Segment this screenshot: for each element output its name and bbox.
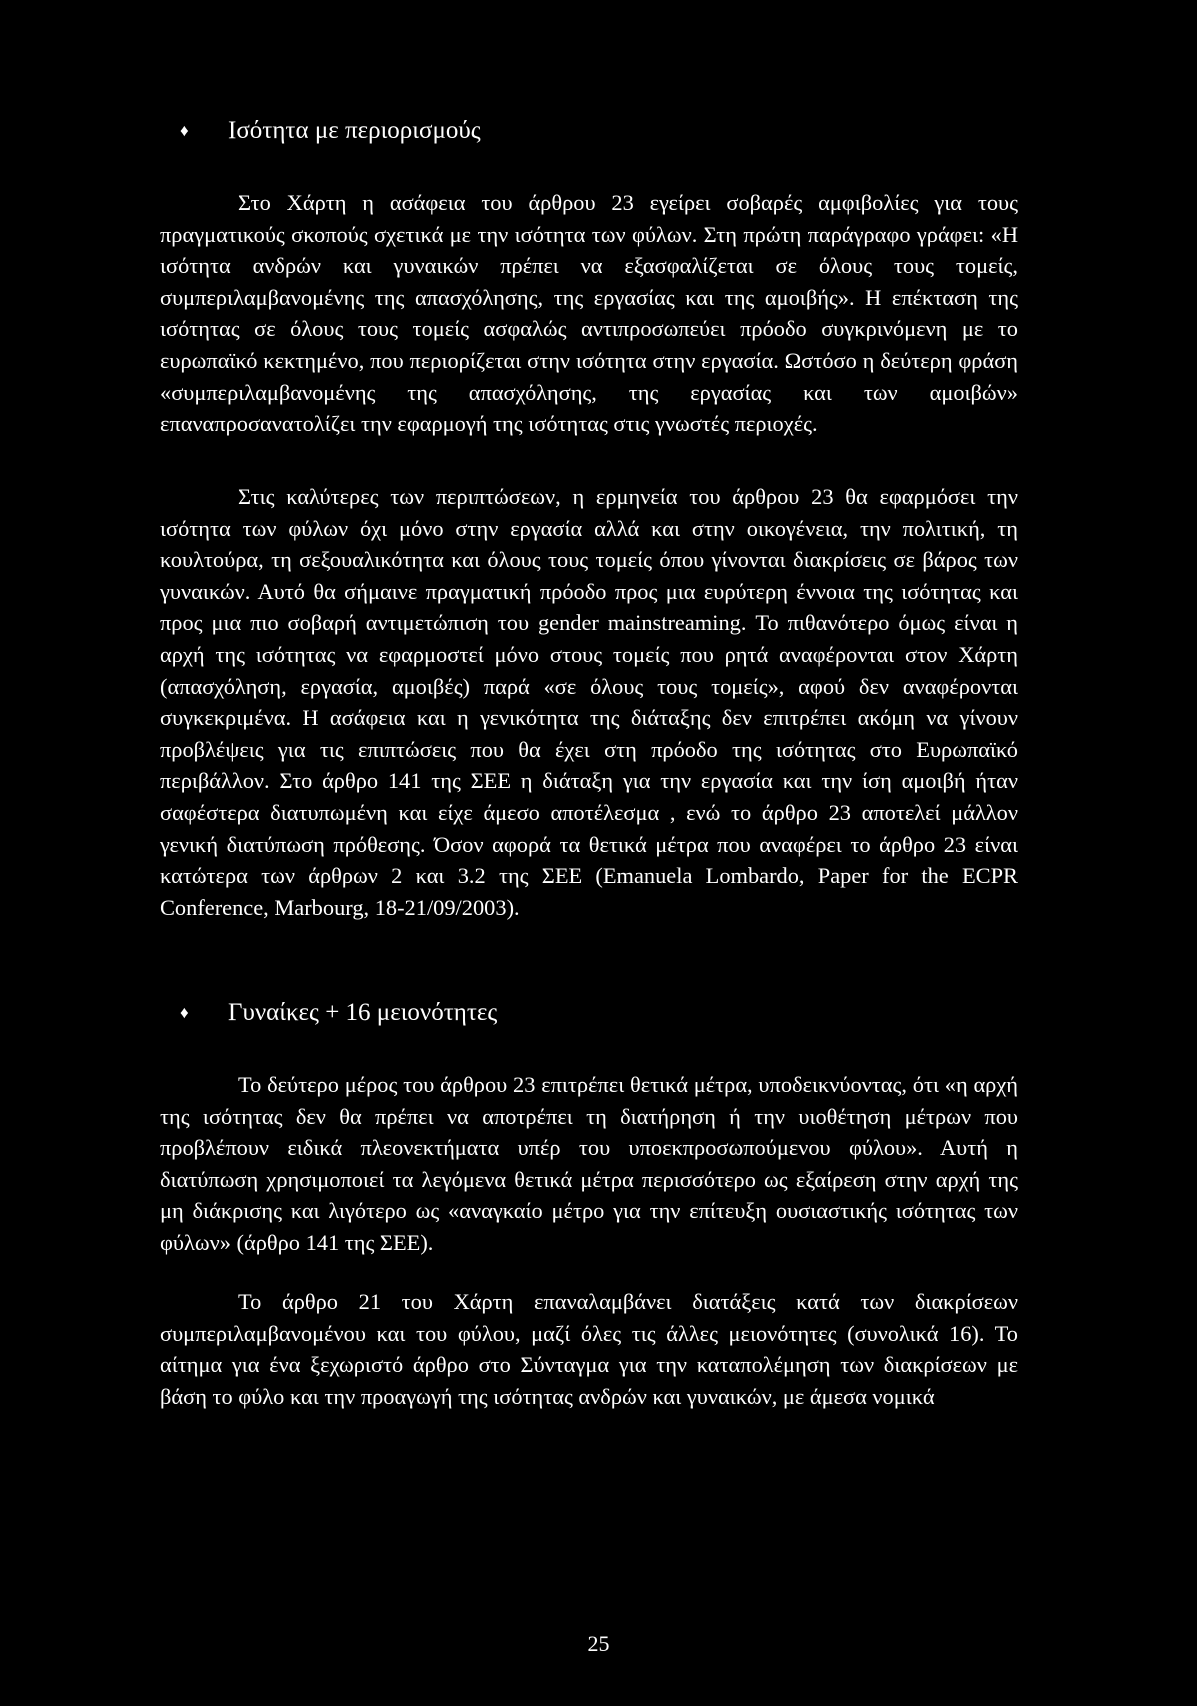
section-heading [180, 997, 497, 1029]
section-heading-text: Ισότητα με περιορισμούς [228, 117, 481, 144]
section-heading-text: Γυναίκες + 16 μειονότητες [228, 999, 498, 1026]
section-heading [180, 115, 481, 147]
diamond-bullet-icon: ♦ [180, 121, 189, 140]
body-paragraph: Το δεύτερο μέρος του άρθρου 23 επιτρέπει θετικά μέτρα, υποδεικνύοντας, ότι «η αρχή της ισότητας δεν θα πρέπει να αποτρέπει τη διατήρηση ή την υιοθέτηση μέτρων που προβλέπουν ειδικά πλεονεκτήματα υπέρ του υποεκπροσωπούμενου φύλου». Αυτή η διατύπωση χρησιμοποιεί τα λεγόμενα θετικά μέτρα περισσότερο ως εξαίρεση στην αρχή της μη διάκρισης και λιγότερο ως «αναγκαίο μέτρο για την επίτευξη ουσιαστικής ισότητας των φύλων» (άρθρο 141 της ΣΕΕ). [160, 1072, 1018, 1255]
body-paragraph: Στο Χάρτη η ασάφεια του άρθρου 23 εγείρει σοβαρές αμφιβολίες για τους πραγματικούς σκοπούς σχετικά με την ισότητα των φύλων. Στη πρώτη παράγραφο γράφει: «Η ισότητα ανδρών και γυναικών πρέπει να εξασφαλίζεται σε όλους τους τομείς, συμπεριλαμβανομένης της απασχόλησης, της εργασίας και της αμοιβής». Η επέκταση της ισότητας σε όλους τους τομείς ασφαλώς αντιπροσωπεύει πρόοδο συγκρινόμενη με το ευρωπαϊκό κεκτημένο, που περιορίζεται στην ισότητα στην εργασία. Ωστόσο η δεύτερη φράση «συμπεριλαμβανομένης της απασχόλησης, της εργασίας και των αμοιβών» επαναπροσανατολίζει την εφαρμογή της ισότητας στις γνωστές περιοχές. [160, 190, 1018, 437]
diamond-bullet-icon: ♦ [180, 1003, 189, 1022]
page-number: 25 [587, 1631, 610, 1656]
body-paragraph: Το άρθρο 21 του Χάρτη επαναλαμβάνει διατάξεις κατά των διακρίσεων συμπεριλαμβανομένου και του φύλου, μαζί όλες τις άλλες μειονότητες (συνολικά 16). Το αίτημα για ένα ξεχωριστό άρθρο στο Σύνταγμα για την καταπολέμηση των διακρίσεων με βάση το φύλο και την προαγωγή της ισότητας ανδρών και γυναικών, με άμεσα νομικά [160, 1289, 1018, 1409]
body-paragraph: Στις καλύτερες των περιπτώσεων, η ερμηνεία του άρθρου 23 θα εφαρμόσει την ισότητα των φύλων όχι μόνο στην εργασία αλλά και στην οικογένεια, την πολιτική, τη κουλτούρα, τη σεξουαλικότητα και όλους τους τομείς όπου γίνονται διακρίσεις σε βάρος των γυναικών. Αυτό θα σήμαινε πραγματική πρόοδο προς μια ευρύτερη έννοια της ισότητας και προς μια πιο σοβαρή αντιμετώπιση του gender mainstreaming. Το πιθανότερο όμως είναι η αρχή της ισότητας να εφαρμοστεί μόνο στους τομείς που ρητά αναφέρονται στον Χάρτη (απασχόληση, εργασία, αμοιβές) παρά «σε όλους τους τομείς», αφού δεν αναφέρονται συγκεκριμένα. Η ασάφεια και η γενικότητα της διάταξης δεν επιτρέπει ακόμη να γίνουν προβλέψεις για τις επιπτώσεις που θα έχει στη πρόοδο της ισότητας στο Ευρωπαϊκό περιβάλλον. Στο άρθρο 141 της ΣΕΕ η διάταξη για την εργασία και την ίση αμοιβή ήταν σαφέστερα διατυπωμένη και είχε άμεσο αποτέλεσμα , ενώ το άρθρο 23 αποτελεί μάλλον γενική διατύπωση πρόθεσης. Όσον αφορά τα θετικά μέτρα που αναφέρει το άρθρο 23 είναι κατώτερα των άρθρων 2 και 3.2 της ΣΕΕ (Emanuela Lombardo, Paper for the ECPR Conference, Marbourg, 18-21/09/2003). [160, 484, 1018, 920]
